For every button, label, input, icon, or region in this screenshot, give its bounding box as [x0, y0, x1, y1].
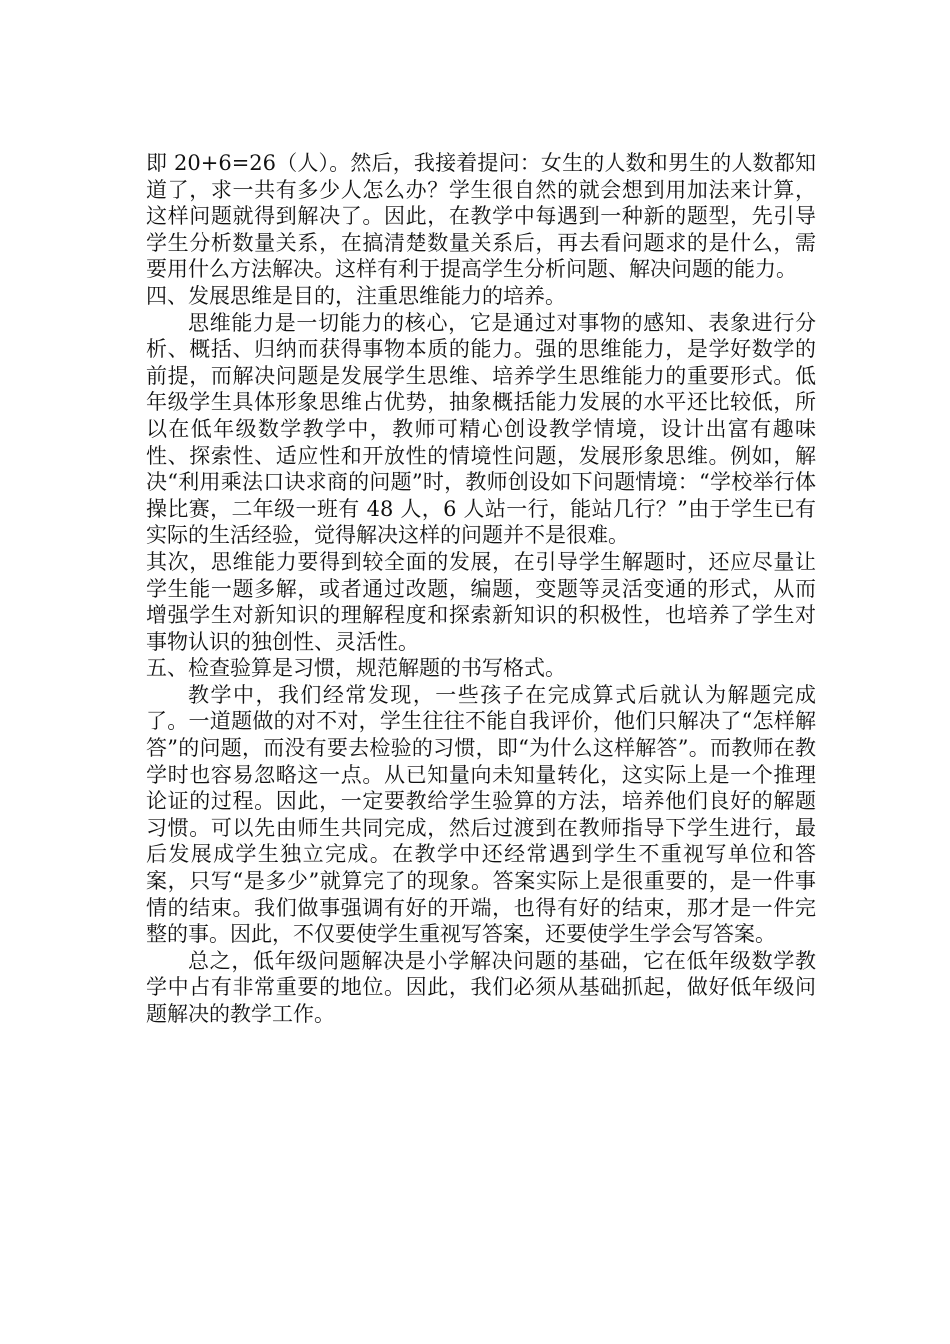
paragraph-addition-example: 即 20+6=26（人）。然后，我接着提问：女生的人数和男生的人数都知道了，求一共有多少人怎么办？学生很自然的就会想到用加法来计算，这样问题就得到解决了。因此，在教学中每遇到一种新的题型，先引导学生分析数量关系，在搞清楚数量关系后，再去看问题求的是什么，需要用什么方法解决。这样有利于提高学生分析问题、解决问题的能力。: [146, 151, 816, 282]
section-heading-4: 四、发展思维是目的，注重思维能力的培养。: [146, 283, 566, 308]
paragraph-thinking-ability: 思维能力是一切能力的核心，它是通过对事物的感知、表象进行分析、概括、归纳而获得事物本质的能力。强的思维能力，是学好数学的前提，而解决问题是发展学生思维、培养学生思维能力的重要形式。低年级学生具体形象思维占优势，抽象概括能力发展的水平还比较低，所以在低年级数学教学中，教师可精心创设教学情境，设计出富有趣味性、探索性、适应性和开放性的情境性问题，发展形象思维。例如，解决“利用乘法口诀求商的问题”时，教师创设如下问题情境：“学校举行体操比赛，二年级一班有 48 人，6 人站一行，能站几行？”由于学生已有实际的生活经验，觉得解决这样的问题并不是很难。: [146, 310, 816, 548]
paragraph-multiple-solutions: 其次，思维能力要得到较全面的发展，在引导学生解题时，还应尽量让学生能一题多解，或者通过改题，编题，变题等灵活变通的形式，从而增强学生对新知识的理解程度和探索新知识的积极性，也培养了学生对事物认识的独创性、灵活性。: [146, 549, 816, 654]
section-heading-5: 五、检查验算是习惯，规范解题的书写格式。: [146, 656, 566, 681]
paragraph-checking-habits: 教学中，我们经常发现，一些孩子在完成算式后就认为解题完成了。一道题做的对不对，学生往往不能自我评价，他们只解决了“怎样解答”的问题，而没有要去检验的习惯，即“为什么这样解答”。而教师在教学时也容易忽略这一点。从已知量向未知量转化，这实际上是一个推理论证的过程。因此，一定要教给学生验算的方法，培养他们良好的解题习惯。可以先由师生共同完成，然后过渡到在教师指导下学生进行，最后发展成学生独立完成。在教学中还经常遇到学生不重视写单位和答案，只写“是多少”就算完了的现象。答案实际上是很重要的，是一件事情的结束。我们做事强调有好的开端，也得有好的结束，那才是一件完整的事。因此，不仅要使学生重视写答案，还要使学生学会写答案。: [146, 682, 816, 947]
paragraph-conclusion: 总之，低年级问题解决是小学解决问题的基础，它在低年级数学教学中占有非常重要的地位。因此，我们必须从基础抓起，做好低年级问题解决的教学工作。: [146, 948, 816, 1026]
document-body: [146, 150, 816, 1028]
